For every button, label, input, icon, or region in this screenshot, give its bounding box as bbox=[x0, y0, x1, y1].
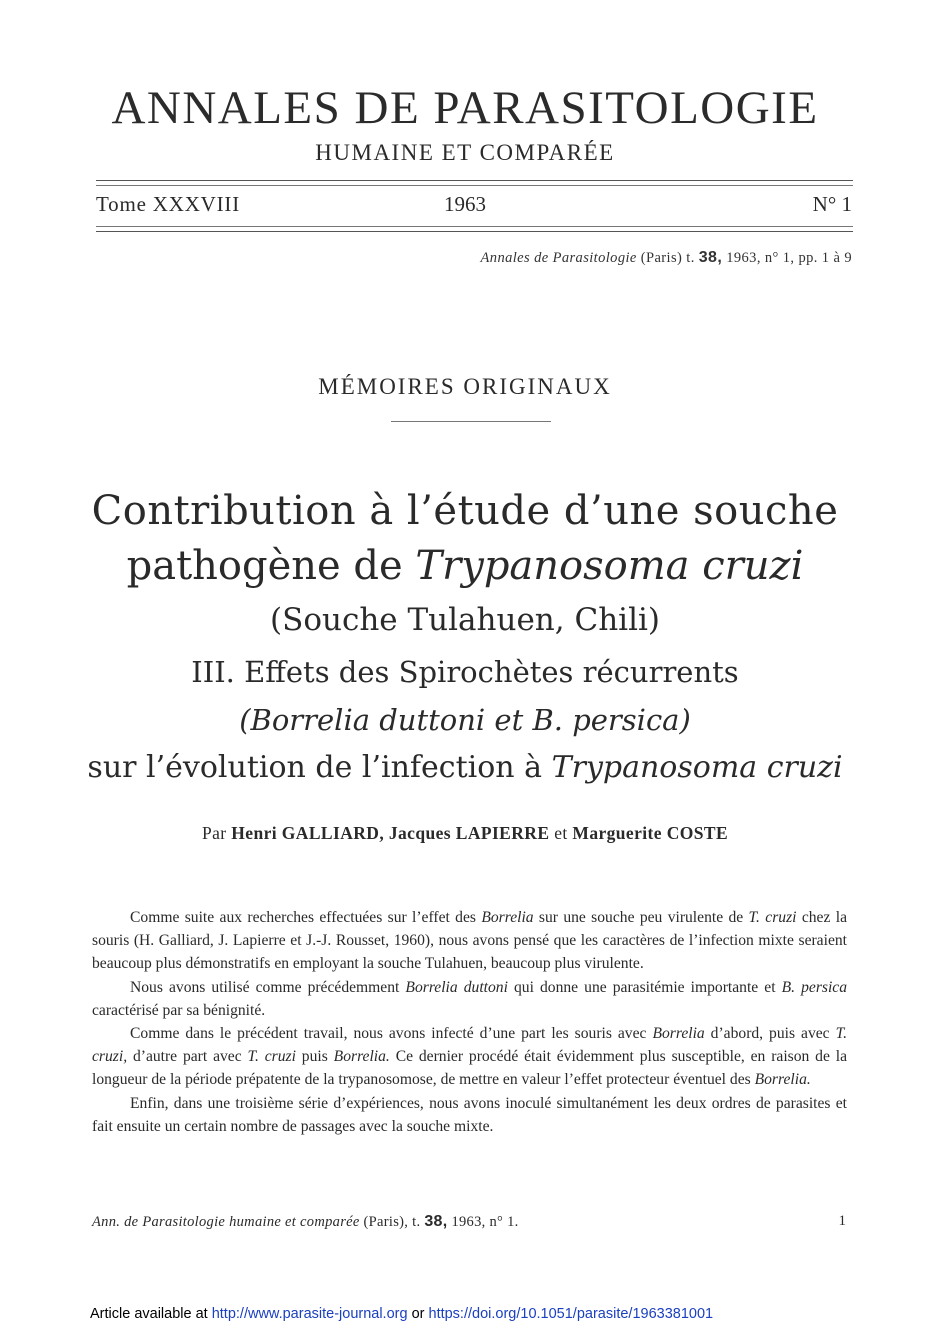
paragraph-1 bbox=[92, 906, 847, 976]
footer-journal: Ann. de Parasitologie humaine et comparée bbox=[92, 1214, 360, 1230]
text: chez la souris (H. Galliard, J. Lapierre et J.-J. Rousset, 1960), nous avons pensé que les caractères de l’infection mixte seraient beaucoup plus démonstratifs en employant la souche Tulahuen, beaucoup plus virulente. bbox=[92, 909, 847, 973]
journal-link[interactable]: http://www.parasite-journal.org bbox=[211, 1306, 408, 1322]
text-italic: B. persica bbox=[781, 978, 848, 996]
paragraph-2 bbox=[92, 976, 847, 1022]
issue-number: N° 1 bbox=[812, 192, 852, 216]
article-subtitle-line-1: III. Effets des Spirochètes récurrents bbox=[191, 655, 739, 689]
author-prefix: Par bbox=[201, 823, 227, 843]
text: Comme dans le précédent travail, nous avons infecté d’une part les souris avec bbox=[130, 1025, 653, 1043]
availability-or: or bbox=[407, 1306, 429, 1322]
article-subtitle-line-3 bbox=[0, 750, 930, 785]
page-number: 1 bbox=[838, 1213, 846, 1229]
text: sur une souche peu virulente de bbox=[533, 909, 749, 926]
header-rule-bottom-thin bbox=[96, 226, 853, 227]
author-3: Marguerite COSTE bbox=[572, 823, 729, 843]
section-heading: MÉMOIRES ORIGINAUX bbox=[318, 374, 612, 399]
header-rule-bottom bbox=[96, 231, 853, 232]
text-italic: Borrelia. bbox=[754, 1071, 811, 1089]
text-italic: T. cruzi, bbox=[92, 1025, 847, 1066]
author-2: Jacques LAPIERRE bbox=[388, 823, 550, 843]
availability-prefix: Article available at bbox=[90, 1306, 212, 1322]
title-6-text: sur l’évolution de l’infection à bbox=[87, 750, 552, 785]
availability-line bbox=[90, 1306, 713, 1322]
journal-title: ANNALES DE PARASITOLOGIE bbox=[111, 82, 819, 134]
title-6-species: Trypanosoma cruzi bbox=[551, 750, 843, 785]
header-rule-top-thin bbox=[96, 185, 853, 186]
text: Nous avons utilisé comme précédemment bbox=[130, 978, 406, 996]
doi-link[interactable]: https://doi.org/10.1051/parasite/1963381001 bbox=[428, 1306, 714, 1322]
citation-journal: Annales de Parasitologie bbox=[480, 250, 637, 266]
paragraph-4: Enfin, dans une troisième série d’expériences, nous avons inoculé simultanément les deux ordres de parasites et fait ensuite un certain nombre de passages avec la souche mixte. bbox=[92, 1094, 847, 1135]
author-1: Henri GALLIARD, bbox=[231, 823, 385, 843]
author-separator: et bbox=[554, 823, 568, 843]
citation-line bbox=[481, 249, 852, 267]
text: puis bbox=[295, 1048, 334, 1066]
text-italic: Borrelia. bbox=[333, 1048, 390, 1066]
article-body bbox=[92, 906, 847, 1138]
text: d’autre part avec bbox=[127, 1048, 248, 1066]
header-rule-top bbox=[96, 180, 853, 181]
text-italic: T. cruzi bbox=[247, 1048, 296, 1066]
footer-place: (Paris), t. bbox=[363, 1214, 421, 1230]
text: d’abord, puis avec bbox=[704, 1025, 836, 1043]
citation-place: (Paris) t. bbox=[640, 250, 695, 266]
journal-subtitle: HUMAINE ET COMPARÉE bbox=[315, 140, 615, 165]
footer-volume: 38, bbox=[424, 1213, 448, 1230]
footer-rest: 1963, n° 1. bbox=[451, 1214, 519, 1230]
tome-label: Tome XXXVIII bbox=[96, 192, 241, 216]
text: Ce dernier procédé était évidemment plus susceptible, en raison de la longueur de la période prépatente de la trypanosomose, de mettre en valeur l’effet protecteur éventuel des bbox=[92, 1048, 847, 1089]
text: caractérisé par sa bénignité. bbox=[92, 1001, 266, 1019]
article-title-line-2 bbox=[0, 543, 930, 589]
section-divider bbox=[391, 421, 551, 422]
text: qui donne une parasitémie importante et bbox=[507, 978, 782, 996]
footer-citation bbox=[92, 1213, 519, 1231]
text-italic: Borrelia bbox=[652, 1025, 705, 1043]
text: Comme suite aux recherches effectuées sur l’effet des bbox=[130, 909, 482, 926]
text-italic: T. cruzi bbox=[748, 909, 797, 926]
text-italic: Borrelia bbox=[481, 909, 534, 926]
title-2-species: Trypanosoma cruzi bbox=[415, 543, 804, 589]
article-title-line-1: Contribution à l’étude d’une souche bbox=[91, 488, 839, 534]
article-subtitle-line-2: (Borrelia duttoni et B. persica) bbox=[239, 703, 691, 737]
title-2-text: pathogène de bbox=[126, 543, 416, 589]
issue-year: 1963 bbox=[444, 192, 486, 216]
citation-volume: 38, bbox=[698, 249, 723, 266]
paragraph-3 bbox=[92, 1022, 847, 1092]
text-italic: Borrelia duttoni bbox=[405, 978, 508, 996]
article-title-line-3: (Souche Tulahuen, Chili) bbox=[270, 602, 660, 638]
citation-rest: 1963, n° 1, pp. 1 à 9 bbox=[726, 250, 852, 266]
author-line bbox=[0, 823, 930, 844]
